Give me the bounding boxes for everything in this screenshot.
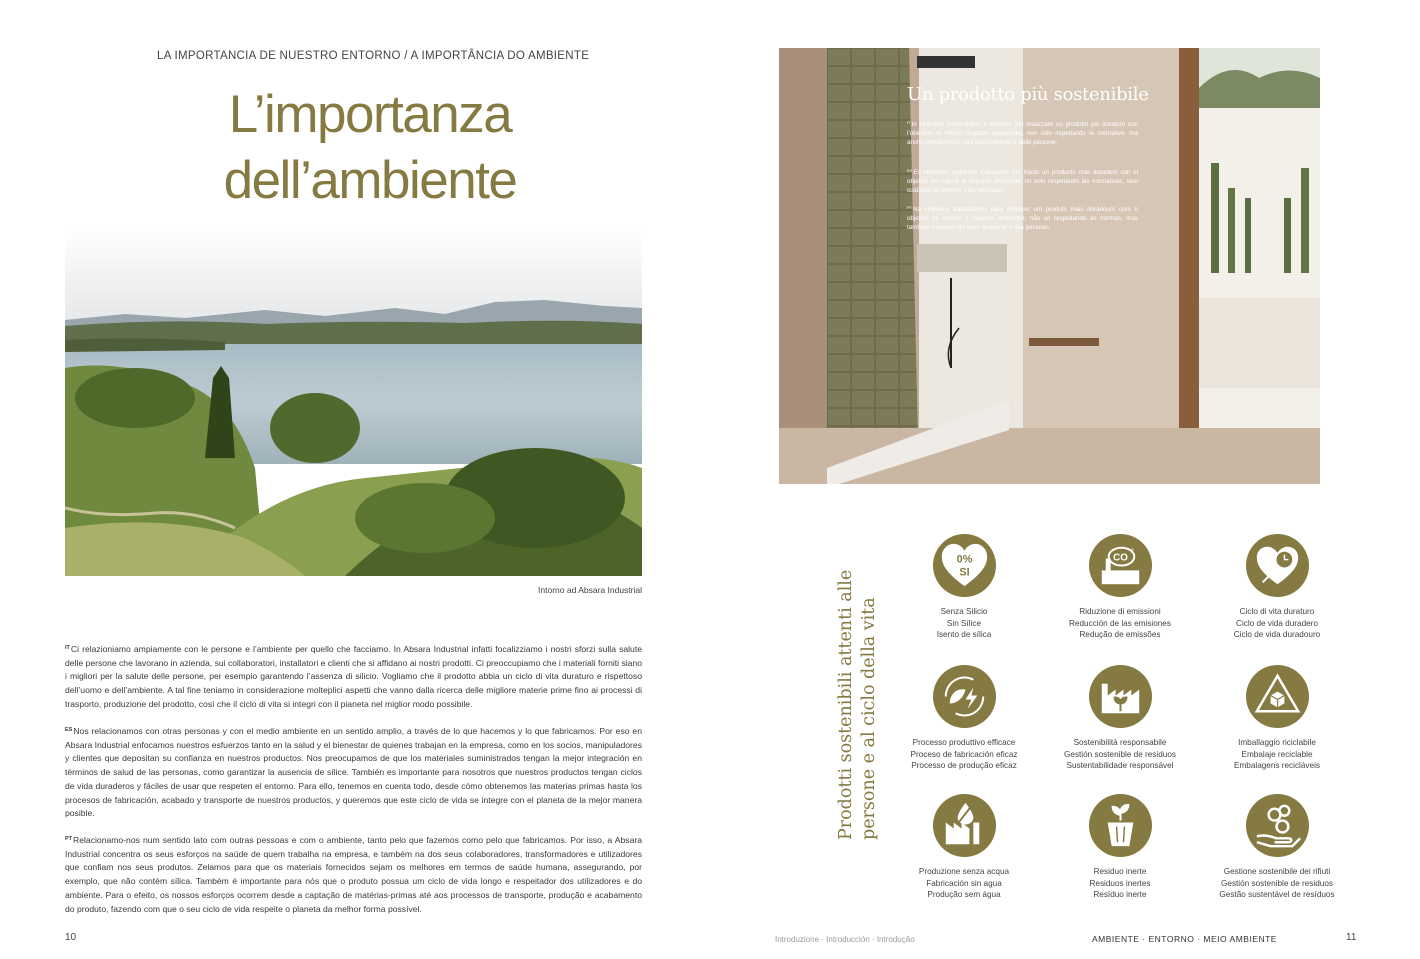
lang-tag: ES [907,168,913,173]
shower-photo [779,48,1320,484]
feature-label-pt: Resíduo inerte [1093,890,1147,899]
feature-lifecycle [1207,533,1347,641]
page-number: 11 [1346,932,1357,943]
feature-waste-management [1207,793,1347,901]
lang-tag: PT [907,205,913,210]
title-line-1: L’importanza [228,85,512,144]
feature-label-it: Ciclo di vita duraturo [1239,607,1315,616]
recycle-box-icon [1245,664,1310,729]
feature-emission-reduction [1050,533,1190,641]
photo-paragraph-pt [907,203,1138,232]
paragraph-text: Relacionamo-nos num sentido lato com outras pessoas e com o ambiente, tanto pelo que fazemos como pelo que fabricamos. Por isso, a Absara Industrial concentra os seus esforços na saúde de quem trabalha na empresa, e também na dos seus colaboradores, transformadores e utilizadores que confiam nos seus produtos. Zelamos para que os materiais fornecidos sejam os melhores em termos de saúde humana, assegurando, por exemplo, que não contém sílica. Também é importante para nós que o produto possua um ciclo de vida longo e respeitador dos utilizadores e do ambiente. Para o efeito, os nossos esforços ocorrem desde a captação de matérias-primas até aos processos de transporte, produção e acabamento do produto, fazendo com que o seu ciclo de vida respeite o planeta da melhor forma possível. [65,835,642,914]
paragraph-text: Ci relazioniamo ampiamente con le persone e l’ambiente per quello che facciamo. In Absara Industrial infatti focalizziamo i nostri sforzi sulla salute delle persone che lavorano in azienda, sui collaboratori, installatori e clienti che si affidano ai nostri prodotti. Ci preoccupiamo che i materiali forniti siano i migliori per la salute delle persone, per esempio garantendo l’assenza di silicio. Vogliamo che il prodotto abbia un ciclo di vita duraturo e rispettoso dell’uomo e dell’ambiente. A tal fine teniamo in considerazione molteplici aspetti che vanno dalla ricerca delle migliore materie prime fino ai processi di trasporto, produzione del prodotto, così che il ciclo di vita si integri con il pianeta nel miglior modo possibile. [65,644,642,709]
vertical-section-title [835,569,895,840]
feature-label-it: Imballaggio riciclabile [1238,738,1316,747]
bin-sprout-icon [1088,793,1153,858]
feature-label-es: Fabricación sin agua [926,878,1002,888]
lang-tag: IT [907,120,911,125]
page-title [150,82,590,214]
vertical-title-line-1: Prodotti sostenibili attenti alle [836,569,856,840]
feature-label-pt: Ciclo de vida duradouro [1233,630,1321,639]
feature-label-es: Sin Sílice [946,618,982,628]
feature-label-pt: Sustentabilidade responsável [1066,761,1174,770]
photo-paragraph-it [907,118,1138,147]
title-line-2: dell’ambiente [223,151,517,210]
feature-label-es: Gestión sostenible de residuos [1221,878,1333,888]
photo-paragraph-text: En Hidrobox seguimos trabajando por hacer un producto más duradero con el objetivo de reducir el impacto ambiental, no solo respetando las normativas, sino cuidando el entorno y las personas. [907,169,1138,194]
feature-efficient-process [894,664,1034,772]
feature-inert-waste [1050,793,1190,901]
feature-label-es: Residuos inertes [1089,878,1151,888]
photo-title: Un prodotto più sostenibile [907,84,1149,105]
feature-label-es: Gestión sostenible de residuos [1064,749,1176,759]
feature-label-pt: Embalagens recicláveis [1233,761,1320,770]
icon-text-subscript: 2 [1130,548,1134,555]
paragraph-es [65,724,642,821]
lake-photo [65,228,642,576]
feature-label-it: Sostenibilità responsabile [1073,738,1167,747]
feature-label-pt: Gestão sustentável de resíduos [1219,890,1335,899]
feature-responsible-sustainability [1050,664,1190,772]
leaf-lightning-cycle-icon [932,664,997,729]
photo-paragraph-es [907,166,1138,195]
icon-text-co: CO [1112,552,1128,564]
paragraph-pt [65,833,642,916]
feature-label-pt: Redução de emissões [1079,630,1161,639]
paragraph-it [65,642,642,712]
lang-tag: ES [65,727,73,733]
feature-recyclable-packaging [1207,664,1347,772]
factory-no-water-icon [932,793,997,858]
section-kicker: LA IMPORTANCIA DE NUESTRO ENTORNO / A IMPORTÂNCIA DO AMBIENTE [157,50,590,62]
footer-introduction-link: Introduzione · Introducción · Introdução [775,935,915,944]
heart-zero-silica-icon [932,533,997,598]
icon-text-percent: 0% [956,553,972,566]
hand-recycle-icon [1245,793,1310,858]
paragraph-text: Nos relacionamos con otras personas y con el medio ambiente en un sentido amplio, a través de lo que hacemos y lo que fabricamos. Por eso en Absara Industrial enfocamos nuestros esfuerzos tanto en la salud y el bienestar de quienes trabajan en la empresa, como en los socios, manipuladores y clientes que depositan su confianza en nuestros productos. Nos preocupamos de que los materiales suministrados tengan la mejor integración en términos de salud de las personas, como garantizar la ausencia de sílice. También es importante para nosotros que nuestros productos tengan ciclos de vida duraderos y fáciles de usar que respeten el entorno. Para ello, tenemos en cuenta todo, desde cómo obtenemos las materias primas hasta los procesos de fabricación, acabado y transporte de nuestros productos, y queremos que este ciclo de vida se integre con el planeta de la mejor manera posible. [65,726,642,819]
feature-label-es: Ciclo de vida duradero [1236,618,1318,628]
feature-label-it: Senza Silicio [940,607,988,616]
vertical-title-line-2: persone e al ciclo della vita [859,597,879,840]
photo-caption: Intorno ad Absara Industrial [538,585,642,595]
feature-waterless-production [894,793,1034,901]
lang-tag: PT [65,836,73,842]
photo-paragraph-text: Na Hidrobox trabalhamos para oferecer um produto mais duradouro com o objetivo de reduzir o impacto ambiental, não só respeitando as normas, mas também cuidando do meio ambiente e das pessoas. [907,206,1138,231]
feature-label-it: Produzione senza acqua [918,867,1010,876]
feature-label-pt: Produção sem água [927,890,1001,899]
footer-section-title: AMBIENTE · ENTORNO · MEIO AMBIENTE [1092,934,1277,944]
right-page [710,0,1420,959]
feature-label-it: Gestione sostenibile dei rifiuti [1223,867,1331,876]
icon-text-si: SI [958,566,970,579]
photo-paragraph-text: In Hidrobox continuiamo a lavorare per realizzare un prodotto più duraturo con l’obiettivo di ridurre l’impatto ambientale, non solo rispettando le normative, ma anche prendendoci cura dell’ambiente e delle persone. [907,121,1138,146]
feature-label-pt: Processo de produção eficaz [911,761,1017,770]
feature-label-it: Residuo inerte [1093,867,1147,876]
heart-clock-icon [1245,533,1310,598]
lang-tag: IT [65,645,70,651]
feature-label-es: Reducción de las emisiones [1069,618,1171,628]
feature-label-it: Processo produttivo efficace [912,738,1016,747]
co2-reduction-icon [1088,533,1153,598]
feature-label-es: Embalaje reciclable [1241,749,1313,759]
page-number: 10 [65,932,77,943]
factory-plant-icon [1088,664,1153,729]
feature-no-silica [894,533,1034,641]
feature-label-it: Riduzione di emissioni [1079,607,1161,616]
feature-label-pt: Isento de sílica [936,630,992,639]
feature-label-es: Proceso de fabricación eficaz [910,749,1018,759]
